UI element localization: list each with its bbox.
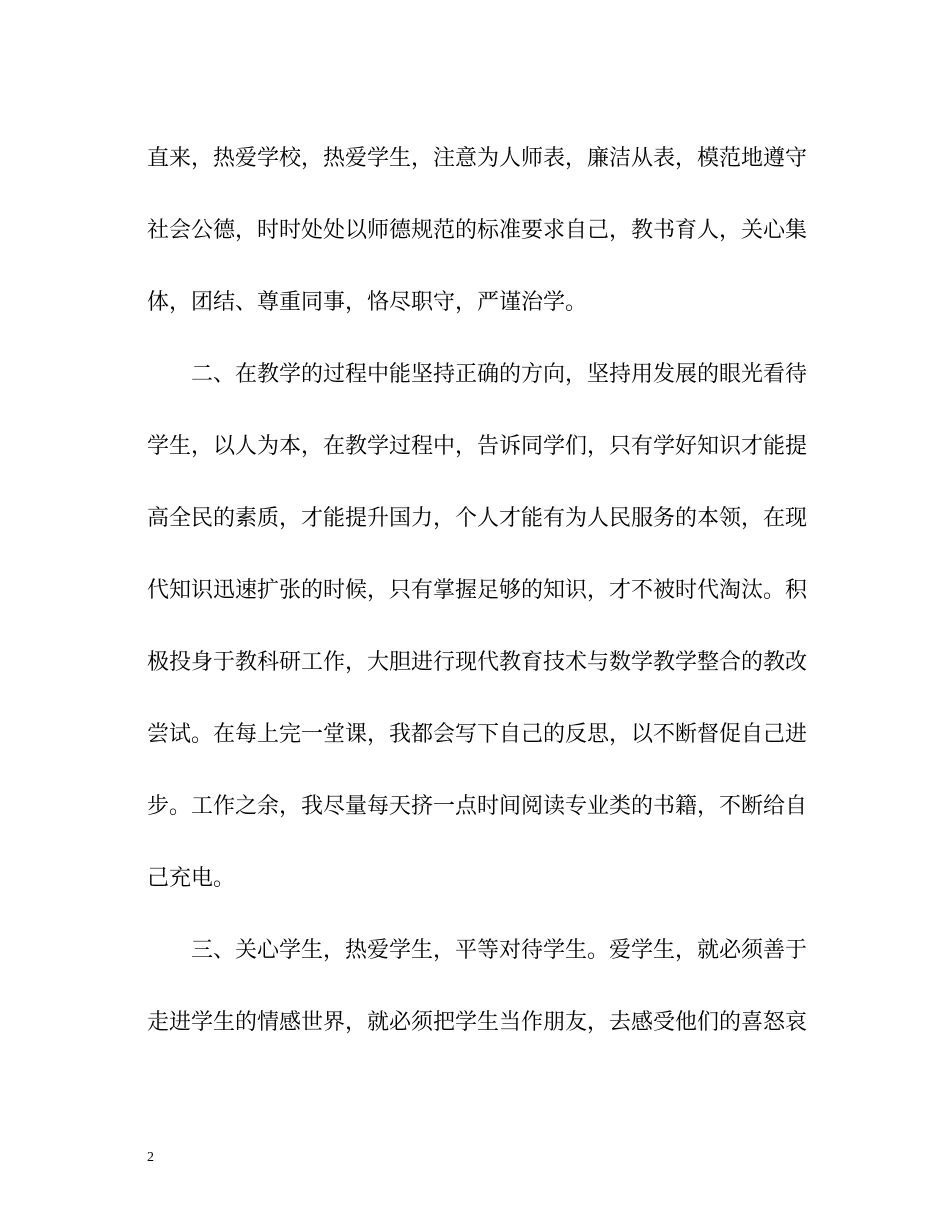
text-line: 高全民的素质，才能提升国力，个人才能有为人民服务的本领，在现: [147, 506, 808, 531]
page-number: 2: [147, 1150, 154, 1165]
body-text: [147, 140, 807, 1076]
text-line: 极投身于教科研工作，大胆进行现代教育技术与数学教学整合的教改: [147, 650, 808, 675]
text-line: 社会公德，时时处处以师德规范的标准要求自己，教书育人，关心集: [147, 218, 808, 243]
text-line: 尝试。在每上完一堂课，我都会写下自己的反思，以不断督促自己进: [147, 722, 808, 747]
text-line: 走进学生的情感世界，就必须把学生当作朋友，去感受他们的喜怒哀: [147, 1010, 808, 1035]
text-line: 代知识迅速扩张的时候，只有掌握足够的知识，才不被时代淘汰。积: [147, 578, 808, 603]
text-line: 步。工作之余，我尽量每天挤一点时间阅读专业类的书籍，不断给自: [147, 794, 808, 819]
text-line: 体，团结、尊重同事，恪尽职守，严谨治学。: [147, 290, 588, 315]
paragraph-start-line: 三、关心学生，热爱学生，平等对待学生。爱学生，就必须善于: [191, 938, 808, 963]
text-line: 直来，热爱学校，热爱学生，注意为人师表，廉洁从表，模范地遵守: [147, 146, 808, 171]
text-line: 学生，以人为本，在教学过程中，告诉同学们，只有学好知识才能提: [147, 434, 808, 459]
paragraph-start-line: 二、在教学的过程中能坚持正确的方向，坚持用发展的眼光看待: [191, 362, 808, 387]
text-line: 己充电。: [147, 866, 236, 891]
